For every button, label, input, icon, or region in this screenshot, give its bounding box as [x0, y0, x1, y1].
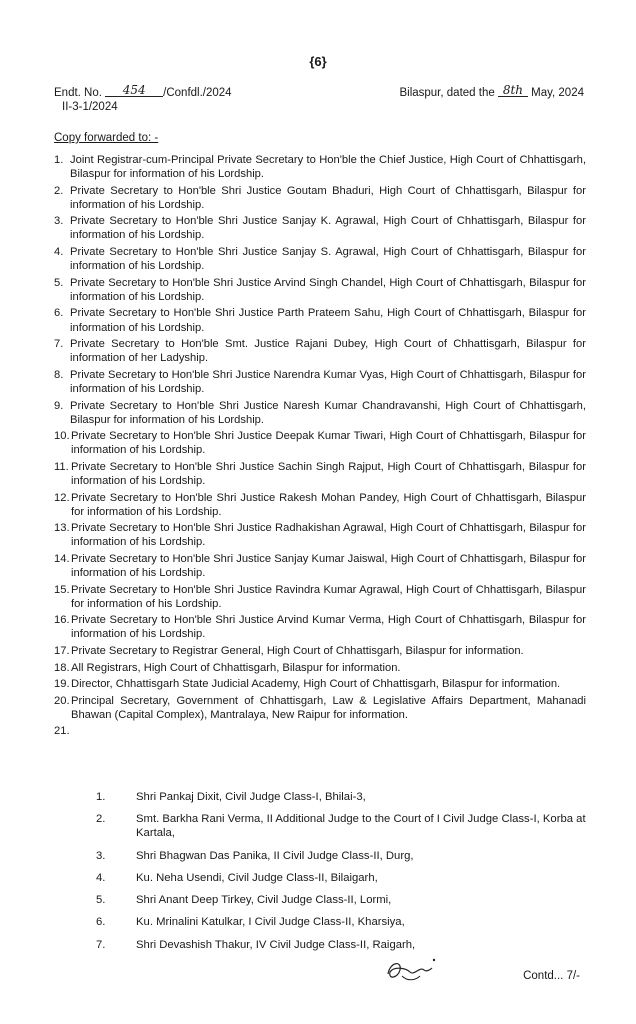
- list-item: [54, 460, 586, 488]
- list-item-text: Principal Secretary, Government of Chhattisgarh, Law & Legislative Affairs Department, Mahanadi Bhawan (Capital Complex), Mantralaya, New Raipur for information.: [71, 694, 586, 721]
- list-item: [96, 871, 586, 885]
- endorsement-suffix: /Confdl./2024: [163, 87, 232, 99]
- signature: [380, 952, 440, 988]
- list-item-text: Private Secretary to Hon'ble Shri Justice Sanjay S. Agrawal, High Court of Chhattisgarh, Bilaspur for information of his Lordship.: [70, 246, 586, 273]
- list-item: [54, 214, 586, 242]
- list-item-number: 3.: [96, 849, 106, 862]
- list-item-text: Private Secretary to Hon'ble Shri Justice Goutam Bhaduri, High Court of Chhattisgarh, Bilaspur for information of his Lordship.: [70, 184, 586, 211]
- list-item-number: 10.: [54, 430, 70, 443]
- dated-day: 8th: [498, 84, 528, 97]
- list-item: [96, 893, 586, 907]
- list-item: [96, 938, 586, 952]
- list-item: [54, 677, 586, 691]
- list-item-text: Shri Devashish Thakur, IV Civil Judge Class-II, Raigarh,: [136, 938, 416, 951]
- list-item-text: Private Secretary to Hon'ble Shri Justice Sanjay Kumar Jaiswal, High Court of Chhattisgarh, Bilaspur for information of his Lordship.: [71, 552, 586, 580]
- list-item-number: 20.: [54, 694, 70, 707]
- list-item-text: Private Secretary to Hon'ble Shri Justice Sachin Singh Rajput, High Court of Chhattisgarh, Bilaspur for information of his Lordship.: [71, 460, 586, 487]
- list-item-text: Shri Pankaj Dixit, Civil Judge Class-I, Bhilai-3,: [136, 791, 366, 803]
- list-item-number: 14.: [54, 552, 70, 565]
- list-item-text: Shri Anant Deep Tirkey, Civil Judge Class-II, Lormi,: [136, 894, 392, 907]
- list-item-text: Private Secretary to Hon'ble Shri Justice Arvind Kumar Verma, High Court of Chhattisgarh, Bilaspur for information of his Lordship.: [71, 614, 586, 641]
- list-item-number: 18.: [54, 661, 70, 674]
- list-item-text: [71, 724, 586, 738]
- list-item-number: 6.: [54, 307, 64, 320]
- list-item-number: 1.: [96, 791, 106, 803]
- list-item: [54, 368, 586, 396]
- list-item-number: 21.: [54, 725, 70, 738]
- list-item-number: 19.: [54, 678, 70, 691]
- list-item: [54, 276, 586, 304]
- list-item: [54, 613, 586, 641]
- list-item-number: 5.: [54, 276, 64, 289]
- list-item-text: Private Secretary to Hon'ble Shri Justice Deepak Kumar Tiwari, High Court of Chhattisgarh, Bilaspur for information of his Lordship.: [71, 430, 586, 457]
- list-item: [54, 399, 586, 427]
- list-item: [54, 184, 586, 212]
- list-item: [54, 153, 586, 181]
- list-item: [54, 724, 586, 738]
- recipient-list: [54, 153, 586, 741]
- list-item-text: Smt. Barkha Rani Verma, II Additional Judge to the Court of I Civil Judge Class-I, Korba at Kartala,: [136, 813, 586, 840]
- list-item: [54, 644, 586, 658]
- list-item-number: 17.: [54, 645, 70, 657]
- page-number: {6}: [309, 54, 327, 69]
- list-item: [54, 337, 586, 365]
- list-item-text: Private Secretary to Hon'ble Shri Justice Ravindra Kumar Agrawal, High Court of Chhattisgarh, Bilaspur for information of his Lordship.: [71, 583, 586, 610]
- judge-list: [96, 790, 586, 960]
- list-item-text: Private Secretary to Hon'ble Smt. Justice Rajani Dubey, High Court of Chhattisgarh, Bilaspur for information of her Ladyship.: [70, 338, 586, 365]
- list-item: [96, 915, 586, 929]
- list-item: [96, 790, 586, 804]
- list-item-text: All Registrars, High Court of Chhattisgarh, Bilaspur for information.: [71, 661, 401, 674]
- list-item-number: 1.: [54, 154, 64, 166]
- list-item: [96, 812, 586, 840]
- list-item: [54, 694, 586, 722]
- list-item-text: Private Secretary to Registrar General, High Court of Chhattisgarh, Bilaspur for information.: [71, 645, 524, 657]
- list-item-text: Ku. Mrinalini Katulkar, I Civil Judge Class-II, Kharsiya,: [136, 916, 405, 929]
- list-item: [54, 661, 586, 675]
- list-item-number: 9.: [54, 399, 64, 412]
- dated-line: [399, 83, 584, 99]
- list-item: [54, 245, 586, 273]
- list-item-number: 13.: [54, 522, 70, 535]
- copy-forwarded-heading: Copy forwarded to: -: [54, 132, 159, 144]
- list-item-number: 7.: [96, 938, 106, 951]
- list-item-text: Private Secretary to Hon'ble Shri Justice Naresh Kumar Chandravanshi, High Court of Chhattisgarh, Bilaspur for information of his Lordship.: [70, 399, 586, 426]
- list-item-text: Joint Registrar-cum-Principal Private Secretary to Hon'ble the Chief Justice, High Court of Chhattisgarh, Bilaspur for information of his Lordship.: [70, 154, 586, 181]
- file-reference: II-3-1/2024: [62, 101, 118, 113]
- list-item-number: 2.: [54, 184, 64, 197]
- endorsement-number: 454: [105, 84, 163, 97]
- endorsement-block: [54, 83, 232, 113]
- list-item-text: Director, Chhattisgarh State Judicial Academy, High Court of Chhattisgarh, Bilaspur for information.: [71, 678, 561, 691]
- list-item-number: 2.: [96, 813, 106, 826]
- list-item: [54, 583, 586, 611]
- list-item-number: 5.: [96, 894, 106, 907]
- list-item-number: 6.: [96, 916, 106, 929]
- list-item-text: Private Secretary to Hon'ble Shri Justice Narendra Kumar Vyas, High Court of Chhattisgarh, Bilaspur for information of his Lordship.: [70, 368, 586, 395]
- list-item-number: 11.: [54, 460, 69, 473]
- list-item: [96, 849, 586, 863]
- list-item-number: 3.: [54, 215, 64, 228]
- list-item-number: 12.: [54, 491, 70, 504]
- dated-month-year: May, 2024: [531, 87, 584, 99]
- list-item: [54, 429, 586, 457]
- list-item-text: Shri Bhagwan Das Panika, II Civil Judge Class-II, Durg,: [136, 849, 414, 862]
- list-item-number: 7.: [54, 338, 64, 351]
- list-item-text: Private Secretary to Hon'ble Shri Justice Parth Prateem Sahu, High Court of Chhattisgarh, Bilaspur for information of his Lordship.: [70, 307, 586, 334]
- list-item-number: 4.: [54, 246, 64, 259]
- continued-note: Contd... 7/-: [523, 970, 580, 982]
- list-item-text: Private Secretary to Hon'ble Shri Justice Arvind Singh Chandel, High Court of Chhattisgarh, Bilaspur for information of his Lordship.: [70, 276, 586, 303]
- list-item: [54, 552, 586, 580]
- dated-prefix: Bilaspur, dated the: [399, 87, 495, 99]
- list-item-text: Private Secretary to Hon'ble Shri Justice Radhakishan Agrawal, High Court of Chhattisgarh, Bilaspur for information of his Lordship.: [71, 522, 586, 549]
- list-item: [54, 491, 586, 519]
- list-item-text: Ku. Neha Usendi, Civil Judge Class-II, Bilaigarh,: [136, 871, 378, 884]
- list-item-number: 16.: [54, 614, 70, 627]
- list-item-number: 15.: [54, 583, 70, 596]
- list-item-text: Private Secretary to Hon'ble Shri Justice Sanjay K. Agrawal, High Court of Chhattisgarh, Bilaspur for information of his Lordship.: [70, 215, 586, 242]
- list-item-number: 8.: [54, 368, 64, 381]
- list-item-text: Private Secretary to Hon'ble Shri Justice Rakesh Mohan Pandey, High Court of Chhattisgarh, Bilaspur for information of his Lordship.: [71, 491, 586, 518]
- endorsement-prefix: Endt. No.: [54, 87, 102, 99]
- list-item-number: 4.: [96, 871, 106, 884]
- list-item: [54, 306, 586, 334]
- list-item: [54, 521, 586, 549]
